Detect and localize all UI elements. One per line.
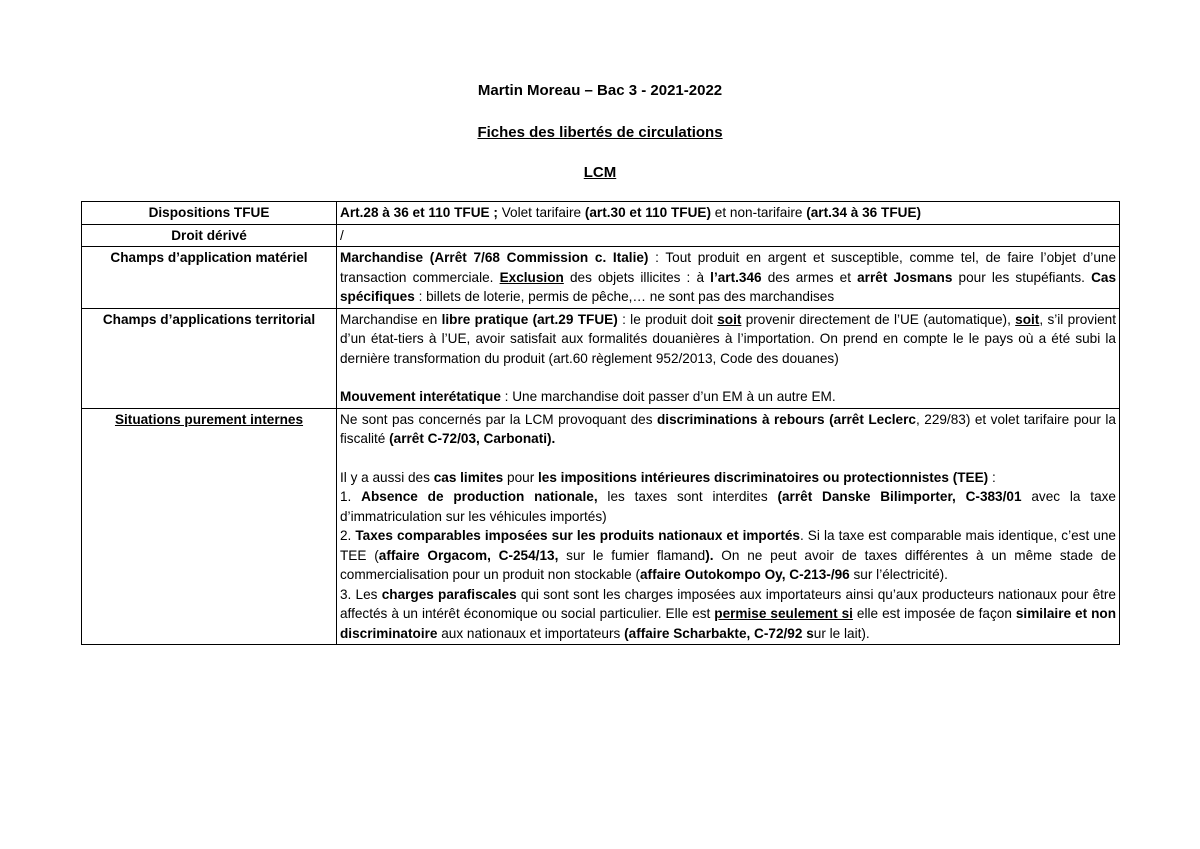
- text-span: 1.: [340, 489, 362, 504]
- text-span: cas limites: [433, 469, 504, 485]
- text-span: des objets illicites : à: [563, 269, 711, 285]
- document-subtitle-text: LCM: [583, 164, 617, 181]
- text-span: des armes et: [761, 269, 858, 285]
- row-label: Situations purement internes: [82, 408, 337, 645]
- text-span: , 229/83) et volet tarifaire pour la fiscalité: [340, 411, 1116, 446]
- text-span: soit: [1015, 311, 1040, 327]
- text-span: provenir directement de l’UE (automatique),: [741, 311, 1016, 327]
- text-span: affaire Outokompo Oy, C-213-/96: [639, 567, 850, 582]
- row-label: Droit dérivé: [82, 224, 337, 247]
- text-span: Absence de production nationale,: [361, 489, 598, 504]
- text-span: /: [340, 227, 344, 243]
- text-span: discriminations à rebours (arrêt Leclerc: [657, 411, 916, 427]
- text-span: Marchandise en: [340, 311, 442, 327]
- paragraph: [340, 310, 1116, 369]
- author-line: [0, 82, 1200, 100]
- paragraph: [340, 585, 1116, 644]
- paragraph: [340, 410, 1116, 449]
- text-span: similaire et non discriminatoire: [340, 606, 1116, 641]
- text-span: :: [988, 469, 996, 485]
- text-span: : billets de loterie, permis de pêche,… ne sont pas des marchandises: [414, 289, 835, 304]
- paragraph: [340, 468, 1116, 488]
- text-span: elle est imposée de façon: [852, 606, 1016, 621]
- author-line-text: Martin Moreau – Bac 3 - 2021-2022: [477, 82, 723, 99]
- text-span: Volet tarifaire: [497, 205, 585, 220]
- row-content: [337, 408, 1120, 645]
- text-span: : Tout produit en argent et susceptible, comme tel, de faire l’objet d’une transaction commerciale.: [340, 250, 1117, 285]
- text-span: On ne peut avoir de taxes différentes à un même stade de commercialisation pour un produit non stockable (: [340, 547, 1117, 582]
- text-span: Art.28 à 36 et 110 TFUE ;: [340, 205, 498, 220]
- text-span: soit: [717, 311, 742, 327]
- text-span: ur le lait).: [813, 625, 870, 641]
- text-span: Mouvement interétatique: [340, 389, 501, 404]
- row-content: [337, 224, 1120, 247]
- row-content: [337, 308, 1120, 408]
- text-span: Exclusion: [499, 269, 564, 285]
- text-span: permise seulement si: [714, 606, 853, 621]
- table-row: [82, 247, 1120, 309]
- text-span: Cas spécifiques: [340, 269, 1116, 304]
- text-span: Taxes comparables imposées sur les produits nationaux et importés: [355, 528, 800, 543]
- text-span: l’art.346: [710, 269, 762, 285]
- text-span: , s’il provient d’un état-tiers à l’UE, avoir satisfait aux formalités douanières à l’importation. On prend en compte le le pays où a été subi la dernière transformation du produit (art.60 règlement 952/2013, Code des douanes): [340, 311, 1116, 366]
- summary-table: [81, 201, 1120, 645]
- text-span: : le produit doit: [617, 311, 718, 327]
- spacer: [340, 368, 1116, 387]
- text-span: (arrêt Danske Bilimporter, C-383/01: [777, 489, 1022, 504]
- text-span: sur le fumier flamand: [558, 547, 706, 563]
- text-span: pour les stupéfiants.: [952, 269, 1092, 285]
- row-content: [337, 202, 1120, 225]
- table-row: [82, 408, 1120, 645]
- text-span: avec la taxe d’immatriculation sur les véhicules importés): [340, 489, 1116, 524]
- text-span: pour: [503, 469, 538, 485]
- table-row: [82, 202, 1120, 225]
- text-span: charges parafiscales: [381, 586, 517, 602]
- document-subtitle: [0, 164, 1200, 182]
- row-label: Champs d’applications territorial: [82, 308, 337, 408]
- text-span: les taxes sont interdites: [597, 489, 778, 504]
- text-span: : Une marchandise doit passer d’un EM à un autre EM.: [500, 389, 836, 404]
- row-content: [337, 247, 1120, 309]
- paragraph: [340, 487, 1116, 526]
- text-span: 3. Les: [340, 586, 382, 602]
- text-span: Ne sont pas concernés par la LCM provoquant des: [340, 411, 657, 427]
- table-row: [82, 224, 1120, 247]
- text-span: (arrêt C-72/03, Carbonati).: [389, 431, 556, 446]
- document-title-text: Fiches des libertés de circulations: [477, 124, 723, 141]
- text-span: 2.: [340, 528, 356, 543]
- document-title: [0, 124, 1200, 142]
- paragraph: [340, 526, 1116, 585]
- text-span: sur l’électricité).: [849, 567, 948, 582]
- text-span: Marchandise (Arrêt 7/68 Commission c. Italie): [340, 250, 649, 265]
- text-span: (art.30 et 110 TFUE): [584, 205, 711, 220]
- text-span: et non-tarifaire: [711, 205, 807, 220]
- spacer: [340, 449, 1116, 468]
- text-span: aux nationaux et importateurs: [437, 625, 625, 641]
- text-span: . Si la taxe est comparable mais identique, c’est une TEE (: [340, 528, 1116, 563]
- text-span: (affaire Scharbakte, C-72/92 s: [624, 625, 814, 641]
- paragraph: [340, 387, 1116, 407]
- table-row: [82, 308, 1120, 408]
- row-label: Champs d’application matériel: [82, 247, 337, 309]
- text-span: les impositions intérieures discriminatoires ou protectionnistes (TEE): [538, 469, 989, 485]
- text-span: qui sont sont les charges imposées aux importateurs ainsi qu’aux producteurs nationaux pour être affectés à un intérêt économique ou social particulier. Elle est: [340, 586, 1116, 621]
- row-label: Dispositions TFUE: [82, 202, 337, 225]
- text-span: arrêt Josmans: [857, 269, 953, 285]
- text-span: Il y a aussi des: [340, 469, 434, 485]
- text-span: (art.34 à 36 TFUE): [806, 205, 922, 220]
- text-span: ).: [705, 547, 714, 563]
- text-span: libre pratique (art.29 TFUE): [441, 311, 618, 327]
- text-span: affaire Orgacom, C-254/13,: [378, 547, 559, 563]
